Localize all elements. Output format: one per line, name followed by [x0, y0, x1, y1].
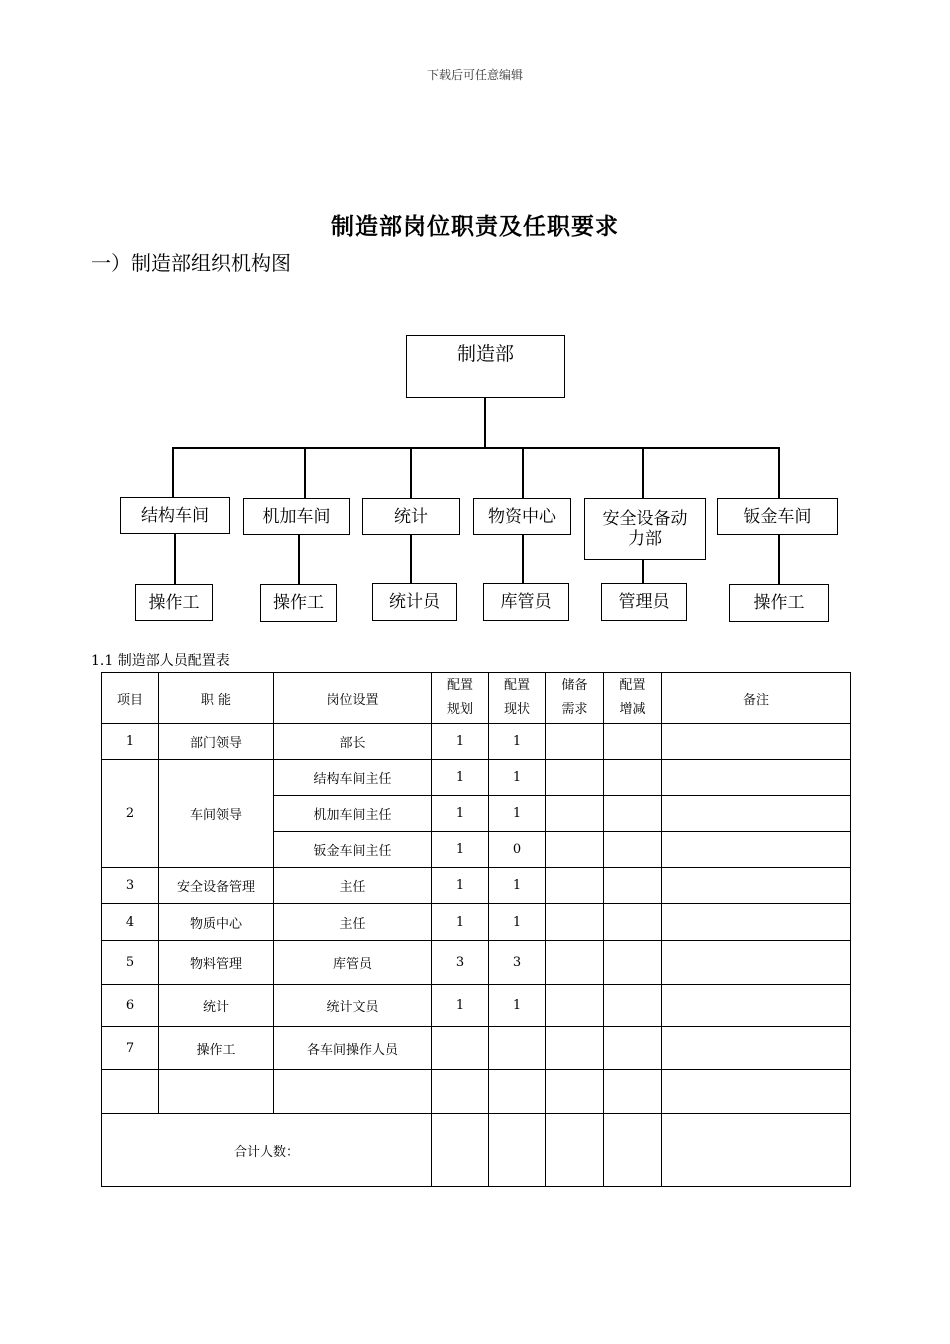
- cell-remark: [662, 724, 851, 760]
- cell-reserve: [546, 941, 604, 985]
- cell-current: 0: [489, 832, 546, 868]
- cell-change: [604, 1070, 662, 1114]
- cell-reserve: [546, 904, 604, 941]
- total-change: [604, 1114, 662, 1187]
- cell-plan: [432, 1027, 489, 1070]
- connector-line: [410, 535, 412, 583]
- cell-plan: 1: [432, 832, 489, 868]
- header-note: 下载后可任意编辑: [426, 68, 523, 82]
- cell-function: 统计: [159, 985, 274, 1027]
- staffing-table: [101, 672, 851, 1187]
- header-change: 配置 增减: [604, 673, 662, 724]
- cell-remark: [662, 1027, 851, 1070]
- org-unit-box: 物资中心: [473, 498, 571, 535]
- cell-change: [604, 904, 662, 941]
- connector-line: [304, 447, 306, 498]
- cell-current: [489, 1070, 546, 1114]
- connector-line: [522, 447, 524, 498]
- connector-line: [484, 398, 486, 447]
- cell-position: 主任: [274, 868, 432, 904]
- connector-line: [778, 447, 780, 498]
- connector-line: [410, 447, 412, 498]
- cell-change: [604, 832, 662, 868]
- cell-position: 库管员: [274, 941, 432, 985]
- cell-plan: [432, 1070, 489, 1114]
- table-caption: 1.1 制造部人员配置表: [91, 653, 230, 669]
- org-role-box: 操作工: [260, 584, 337, 622]
- cell-item: [102, 1070, 159, 1114]
- total-reserve: [546, 1114, 604, 1187]
- org-unit-box: 统计: [362, 498, 460, 535]
- cell-change: [604, 724, 662, 760]
- cell-reserve: [546, 832, 604, 868]
- cell-item: 3: [102, 868, 159, 904]
- connector-line: [642, 560, 644, 583]
- document-title: 制造部岗位职责及任职要求: [331, 213, 619, 240]
- header-item: 项目: [102, 673, 159, 724]
- cell-current: [489, 1027, 546, 1070]
- table-row: [102, 941, 851, 985]
- table-row: [102, 1027, 851, 1070]
- header-reserve: 储备 需求: [546, 673, 604, 724]
- cell-current: 1: [489, 724, 546, 760]
- header-position: 岗位设置: [274, 673, 432, 724]
- header-function: 职 能: [159, 673, 274, 724]
- org-role-box: 库管员: [483, 583, 569, 621]
- cell-current: 1: [489, 985, 546, 1027]
- cell-reserve: [546, 1070, 604, 1114]
- total-current: [489, 1114, 546, 1187]
- org-root-box: 制造部: [406, 335, 565, 398]
- cell-change: [604, 796, 662, 832]
- cell-reserve: [546, 760, 604, 796]
- cell-function: 物料管理: [159, 941, 274, 985]
- cell-change: [604, 941, 662, 985]
- cell-reserve: [546, 796, 604, 832]
- cell-current: 3: [489, 941, 546, 985]
- cell-position: 主任: [274, 904, 432, 941]
- org-unit-box: 安全设备动力部: [584, 498, 706, 560]
- table-row: [102, 760, 851, 796]
- cell-function: 车间领导: [159, 760, 274, 868]
- cell-change: [604, 985, 662, 1027]
- cell-plan: 1: [432, 760, 489, 796]
- cell-position: 结构车间主任: [274, 760, 432, 796]
- cell-function: 操作工: [159, 1027, 274, 1070]
- cell-position: 统计文员: [274, 985, 432, 1027]
- table-header-row: [102, 673, 851, 724]
- org-role-box: 统计员: [372, 583, 457, 621]
- connector-line: [174, 534, 176, 584]
- cell-item: 7: [102, 1027, 159, 1070]
- cell-remark: [662, 904, 851, 941]
- cell-function: 物质中心: [159, 904, 274, 941]
- cell-item: 2: [102, 760, 159, 868]
- cell-reserve: [546, 1027, 604, 1070]
- org-role-box: 管理员: [601, 583, 687, 621]
- cell-remark: [662, 985, 851, 1027]
- connector-line: [172, 447, 174, 497]
- cell-remark: [662, 1070, 851, 1114]
- cell-function: [159, 1070, 274, 1114]
- cell-reserve: [546, 985, 604, 1027]
- cell-position: [274, 1070, 432, 1114]
- cell-position: 机加车间主任: [274, 796, 432, 832]
- cell-item: 1: [102, 724, 159, 760]
- cell-position: 部长: [274, 724, 432, 760]
- total-plan: [432, 1114, 489, 1187]
- cell-function: 部门领导: [159, 724, 274, 760]
- org-unit-box: 结构车间: [120, 497, 230, 534]
- header-remark: 备注: [662, 673, 851, 724]
- total-label: 合计人数：: [102, 1114, 432, 1187]
- org-role-box: 操作工: [135, 584, 213, 621]
- cell-current: 1: [489, 868, 546, 904]
- connector-line: [298, 535, 300, 584]
- connector-line: [778, 535, 780, 584]
- table-row-blank: [102, 1070, 851, 1114]
- table-row: [102, 985, 851, 1027]
- cell-position: 钣金车间主任: [274, 832, 432, 868]
- cell-reserve: [546, 868, 604, 904]
- cell-remark: [662, 941, 851, 985]
- table-row: [102, 904, 851, 941]
- table-total-row: [102, 1114, 851, 1187]
- cell-plan: 1: [432, 868, 489, 904]
- cell-remark: [662, 796, 851, 832]
- cell-current: 1: [489, 796, 546, 832]
- cell-item: 5: [102, 941, 159, 985]
- cell-reserve: [546, 724, 604, 760]
- cell-item: 4: [102, 904, 159, 941]
- cell-plan: 3: [432, 941, 489, 985]
- cell-plan: 1: [432, 904, 489, 941]
- cell-change: [604, 868, 662, 904]
- cell-remark: [662, 760, 851, 796]
- table-row: [102, 868, 851, 904]
- cell-function: 安全设备管理: [159, 868, 274, 904]
- cell-plan: 1: [432, 724, 489, 760]
- cell-position: 各车间操作人员: [274, 1027, 432, 1070]
- cell-item: 6: [102, 985, 159, 1027]
- cell-current: 1: [489, 760, 546, 796]
- cell-change: [604, 760, 662, 796]
- connector-line: [522, 535, 524, 583]
- cell-change: [604, 1027, 662, 1070]
- org-unit-box: 机加车间: [243, 498, 350, 535]
- org-unit-box: 钣金车间: [717, 498, 838, 535]
- total-remark: [662, 1114, 851, 1187]
- cell-current: 1: [489, 904, 546, 941]
- table-row: [102, 724, 851, 760]
- connector-line: [172, 447, 779, 449]
- cell-remark: [662, 868, 851, 904]
- org-role-box: 操作工: [729, 584, 829, 622]
- header-plan: 配置 规划: [432, 673, 489, 724]
- cell-plan: 1: [432, 796, 489, 832]
- cell-remark: [662, 832, 851, 868]
- connector-line: [642, 447, 644, 498]
- cell-plan: 1: [432, 985, 489, 1027]
- header-current: 配置 现状: [489, 673, 546, 724]
- section-heading: 一）制造部组织机构图: [91, 251, 291, 275]
